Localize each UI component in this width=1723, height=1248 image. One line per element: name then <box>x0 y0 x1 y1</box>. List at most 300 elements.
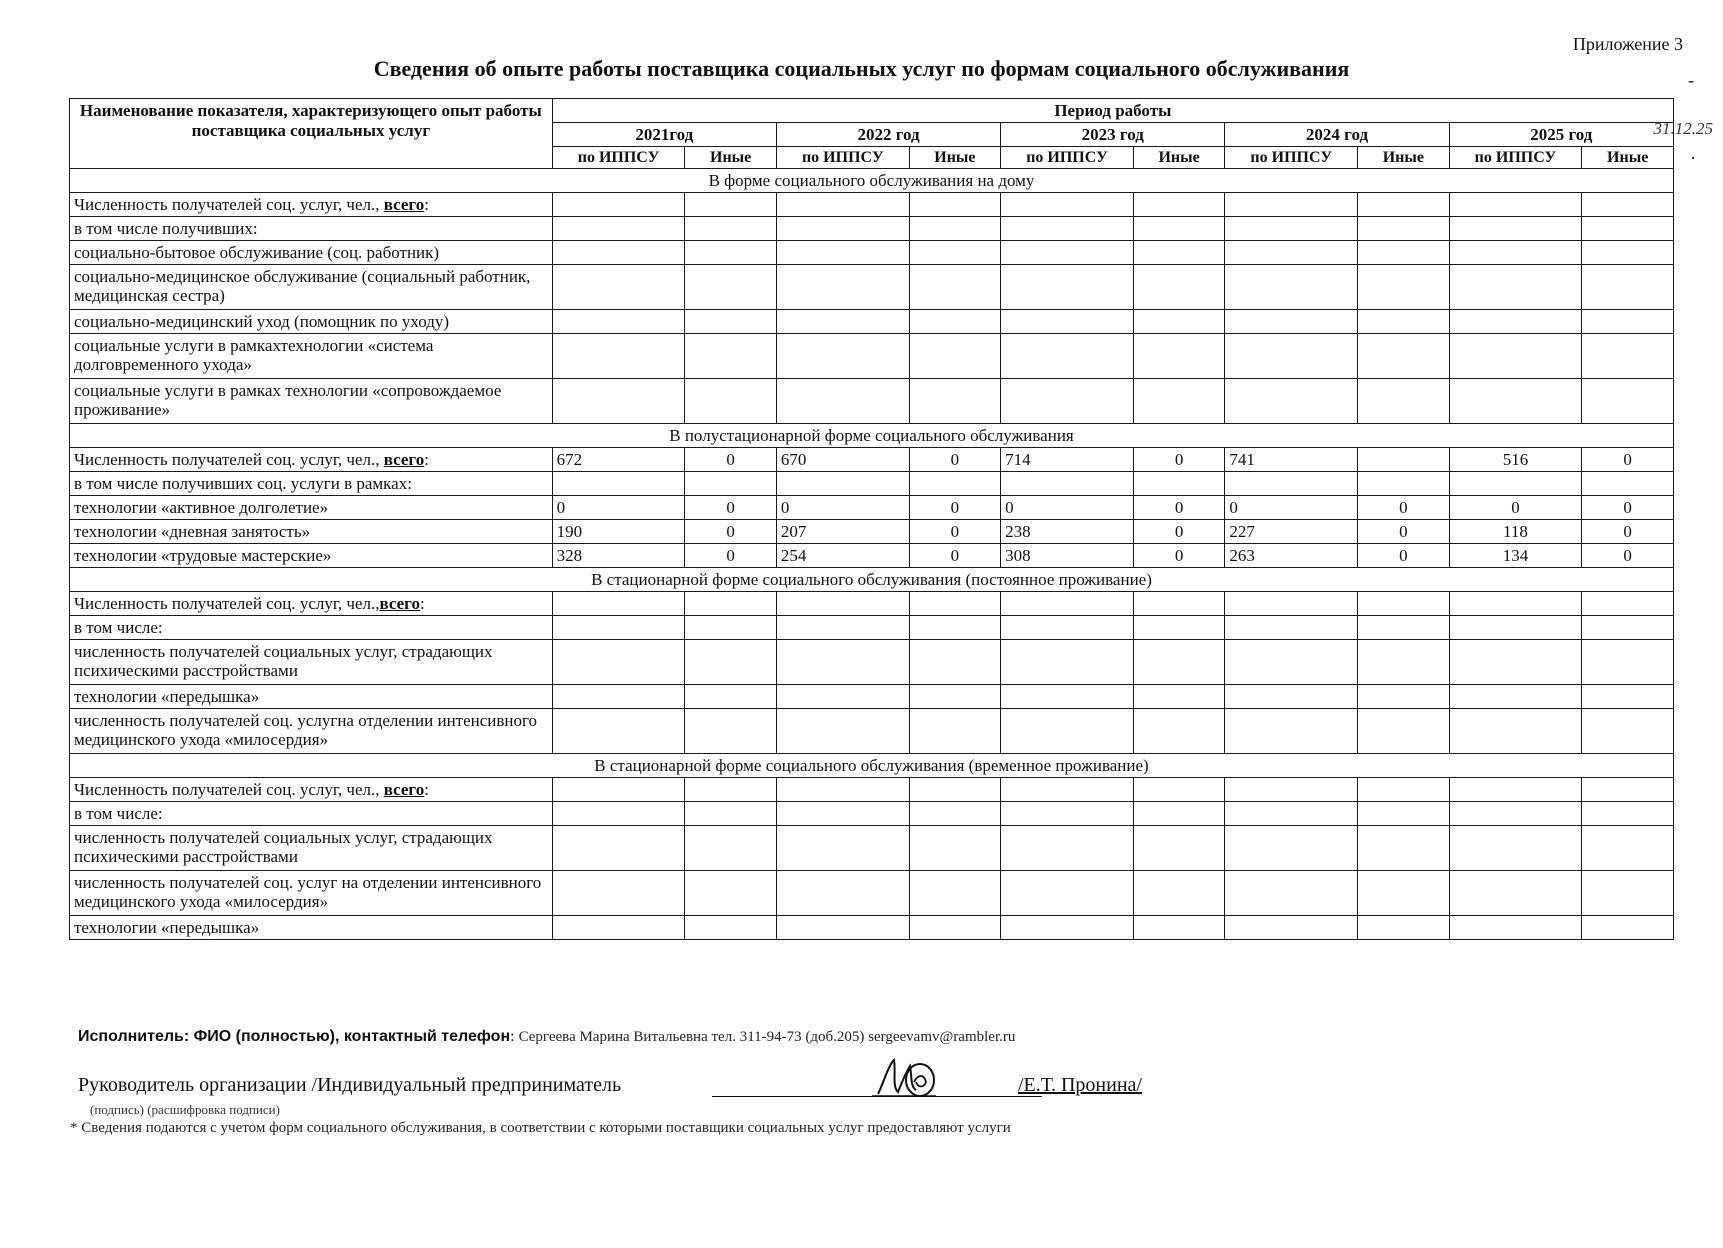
value-cell-other <box>685 778 777 802</box>
value-cell-ippsu: 516 <box>1449 448 1582 472</box>
value-cell-ippsu: 207 <box>776 520 909 544</box>
executor-separator: : <box>510 1028 519 1045</box>
year-label: 2025 год <box>1530 125 1593 144</box>
value-cell-ippsu <box>776 640 909 685</box>
value-cell-ippsu <box>1225 871 1358 916</box>
signature-image <box>870 1052 940 1107</box>
section-title: В форме социального обслуживания на дому <box>70 169 1674 193</box>
row-label <box>70 640 553 685</box>
value-cell-other <box>685 310 777 334</box>
value-cell-other <box>1358 709 1450 754</box>
value-cell-ippsu <box>1001 334 1134 379</box>
row-label <box>70 241 553 265</box>
value-cell-ippsu <box>1449 241 1582 265</box>
value-cell-ippsu <box>1449 916 1582 940</box>
value-cell-ippsu <box>552 802 685 826</box>
value-cell-other <box>1358 472 1450 496</box>
value-cell-ippsu <box>552 592 685 616</box>
value-cell-ippsu <box>552 871 685 916</box>
row-label-text: в том числе получивших соц. услуги в рамках: <box>74 474 412 493</box>
value-cell-ippsu: 672 <box>552 448 685 472</box>
row-label-tail: : <box>424 780 429 799</box>
value-cell-other <box>1358 802 1450 826</box>
value-cell-other <box>1582 616 1674 640</box>
value-cell-ippsu <box>1449 472 1582 496</box>
value-cell-other <box>685 379 777 424</box>
value-cell-ippsu <box>1001 871 1134 916</box>
value-cell-ippsu <box>1449 778 1582 802</box>
margin-mark: · <box>1690 148 1696 168</box>
value-cell-other <box>909 217 1001 241</box>
value-cell-ippsu: 0 <box>776 496 909 520</box>
value-cell-other <box>909 802 1001 826</box>
value-cell-other <box>1358 778 1450 802</box>
value-cell-ippsu <box>552 334 685 379</box>
row-label-text: Численность получателей соц. услуг, чел., <box>74 594 380 613</box>
value-cell-ippsu <box>1449 871 1582 916</box>
table-row <box>70 265 1674 310</box>
row-label <box>70 916 553 940</box>
value-cell-ippsu <box>1225 193 1358 217</box>
value-cell-other <box>1582 379 1674 424</box>
value-cell-other <box>1358 217 1450 241</box>
row-label-text: численность получателей социальных услуг, страдающих психическими расстройствами <box>74 642 493 680</box>
value-cell-other <box>685 640 777 685</box>
section-row <box>70 568 1674 592</box>
value-cell-other <box>909 265 1001 310</box>
value-cell-other <box>685 334 777 379</box>
value-cell-other <box>1133 802 1225 826</box>
value-cell-other: 0 <box>909 520 1001 544</box>
value-cell-ippsu <box>552 265 685 310</box>
value-cell-other <box>685 916 777 940</box>
value-cell-other <box>685 802 777 826</box>
sub-header-ippsu: по ИППСУ <box>1225 147 1358 169</box>
value-cell-other: 0 <box>1358 520 1450 544</box>
row-label <box>70 544 553 568</box>
value-cell-ippsu: 118 <box>1449 520 1582 544</box>
table-row <box>70 496 1674 520</box>
value-cell-other: 0 <box>1582 496 1674 520</box>
value-cell-other <box>1582 640 1674 685</box>
sub-header-ippsu: по ИППСУ <box>1001 147 1134 169</box>
value-cell-other: 0 <box>1582 448 1674 472</box>
row-label <box>70 265 553 310</box>
value-cell-ippsu: 741 <box>1225 448 1358 472</box>
head-name: /Е.Т. Пронина/ <box>1018 1074 1142 1096</box>
value-cell-ippsu <box>1225 640 1358 685</box>
value-cell-other <box>1358 379 1450 424</box>
value-cell-ippsu <box>552 241 685 265</box>
value-cell-other <box>1582 826 1674 871</box>
value-cell-other <box>1358 685 1450 709</box>
value-cell-ippsu <box>552 472 685 496</box>
row-label-tail: : <box>419 594 425 613</box>
value-cell-ippsu: 714 <box>1001 448 1134 472</box>
value-cell-ippsu <box>1001 685 1134 709</box>
value-cell-other <box>1358 310 1450 334</box>
value-cell-ippsu <box>1225 310 1358 334</box>
table-row <box>70 379 1674 424</box>
value-cell-other <box>685 592 777 616</box>
value-cell-ippsu: 227 <box>1225 520 1358 544</box>
row-label <box>70 379 553 424</box>
row-label <box>70 778 553 802</box>
row-label-text: Численность получателей соц. услуг, чел., <box>74 450 384 469</box>
table-row <box>70 193 1674 217</box>
value-cell-ippsu <box>1449 640 1582 685</box>
value-cell-ippsu <box>1449 826 1582 871</box>
value-cell-other <box>1582 241 1674 265</box>
experience-table <box>69 98 1713 940</box>
table-row <box>70 778 1674 802</box>
sub-header-ippsu: по ИППСУ <box>552 147 685 169</box>
value-cell-other: 0 <box>909 448 1001 472</box>
value-cell-ippsu <box>776 334 909 379</box>
value-cell-other <box>1358 592 1450 616</box>
value-cell-ippsu <box>776 193 909 217</box>
value-cell-ippsu <box>1225 379 1358 424</box>
value-cell-other <box>909 472 1001 496</box>
row-label <box>70 310 553 334</box>
row-label-text: социально-медицинское обслуживание (социальный работник, медицинская сестра) <box>74 267 531 305</box>
value-cell-other <box>1358 265 1450 310</box>
value-cell-other: 0 <box>1133 544 1225 568</box>
value-cell-ippsu: 670 <box>776 448 909 472</box>
value-cell-other <box>909 241 1001 265</box>
value-cell-ippsu <box>552 640 685 685</box>
year-header: 2021год <box>552 123 776 147</box>
table-row <box>70 241 1674 265</box>
value-cell-ippsu <box>776 685 909 709</box>
value-cell-other: 0 <box>685 448 777 472</box>
section-title: В стационарной форме социального обслуживания (постоянное проживание) <box>70 568 1674 592</box>
year-header: 2023 год <box>1001 123 1225 147</box>
value-cell-ippsu <box>1225 217 1358 241</box>
value-cell-other <box>1133 826 1225 871</box>
value-cell-other <box>1582 472 1674 496</box>
row-label <box>70 685 553 709</box>
section-title: В стационарной форме социального обслуживания (временное проживание) <box>70 754 1674 778</box>
appendix-label: Приложение 3 <box>1572 34 1683 54</box>
value-cell-other <box>1358 334 1450 379</box>
value-cell-ippsu: 0 <box>1449 496 1582 520</box>
value-cell-ippsu <box>1225 709 1358 754</box>
value-cell-ippsu <box>1449 310 1582 334</box>
value-cell-ippsu <box>1449 379 1582 424</box>
value-cell-ippsu <box>1001 802 1134 826</box>
value-cell-ippsu <box>776 616 909 640</box>
value-cell-ippsu <box>776 778 909 802</box>
value-cell-other <box>685 241 777 265</box>
value-cell-ippsu: 0 <box>552 496 685 520</box>
value-cell-other <box>1582 217 1674 241</box>
value-cell-other <box>1582 310 1674 334</box>
row-label-tail: : <box>424 450 429 469</box>
value-cell-ippsu <box>552 379 685 424</box>
table-row <box>70 685 1674 709</box>
value-cell-other <box>1582 193 1674 217</box>
value-cell-ippsu <box>1449 616 1582 640</box>
value-cell-other <box>685 217 777 241</box>
value-cell-ippsu <box>552 616 685 640</box>
value-cell-other: 0 <box>685 544 777 568</box>
value-cell-other <box>685 685 777 709</box>
value-cell-ippsu <box>1001 640 1134 685</box>
value-cell-other <box>909 193 1001 217</box>
value-cell-ippsu <box>776 871 909 916</box>
experience-table-wrapper <box>69 98 1713 940</box>
value-cell-ippsu <box>1001 916 1134 940</box>
value-cell-other <box>909 778 1001 802</box>
section-row <box>70 754 1674 778</box>
sub-header-ippsu: по ИППСУ <box>1449 147 1582 169</box>
value-cell-other <box>685 265 777 310</box>
sub-header-ippsu: по ИППСУ <box>776 147 909 169</box>
value-cell-other <box>909 334 1001 379</box>
value-cell-other <box>909 709 1001 754</box>
value-cell-ippsu <box>552 709 685 754</box>
value-cell-other: 0 <box>1133 448 1225 472</box>
handwritten-date: 31.12.25 <box>1653 119 1713 138</box>
value-cell-other <box>1133 685 1225 709</box>
value-cell-ippsu <box>776 217 909 241</box>
value-cell-ippsu <box>552 193 685 217</box>
value-cell-other <box>1133 709 1225 754</box>
table-row <box>70 592 1674 616</box>
value-cell-ippsu <box>1225 826 1358 871</box>
value-cell-other <box>1582 916 1674 940</box>
value-cell-other <box>1582 871 1674 916</box>
row-label <box>70 592 553 616</box>
section-row <box>70 169 1674 193</box>
row-label-text: в том числе: <box>74 618 163 637</box>
value-cell-ippsu <box>1001 265 1134 310</box>
row-label <box>70 472 553 496</box>
value-cell-other <box>1358 616 1450 640</box>
value-cell-other <box>1582 265 1674 310</box>
table-row <box>70 544 1674 568</box>
value-cell-other <box>685 871 777 916</box>
value-cell-other: 0 <box>909 544 1001 568</box>
value-cell-other <box>909 379 1001 424</box>
value-cell-other <box>909 916 1001 940</box>
table-row <box>70 802 1674 826</box>
table-row <box>70 217 1674 241</box>
row-label-text: численность получателей социальных услуг, страдающих психическими расстройствами <box>74 828 493 866</box>
value-cell-ippsu <box>776 709 909 754</box>
sub-header-other: Иные <box>685 147 777 169</box>
row-label-tail: : <box>424 195 429 214</box>
table-row <box>70 520 1674 544</box>
value-cell-ippsu <box>1449 265 1582 310</box>
value-cell-ippsu: 308 <box>1001 544 1134 568</box>
value-cell-ippsu: 0 <box>1001 496 1134 520</box>
value-cell-other <box>909 826 1001 871</box>
value-cell-ippsu <box>1001 379 1134 424</box>
value-cell-ippsu <box>1449 217 1582 241</box>
table-row <box>70 709 1674 754</box>
value-cell-ippsu <box>776 379 909 424</box>
value-cell-other <box>1358 871 1450 916</box>
value-cell-ippsu <box>776 310 909 334</box>
table-row <box>70 334 1674 379</box>
value-cell-other: 0 <box>1133 496 1225 520</box>
row-label <box>70 193 553 217</box>
value-cell-ippsu <box>776 916 909 940</box>
row-label-emphasis: всего <box>383 195 425 214</box>
value-cell-ippsu: 238 <box>1001 520 1134 544</box>
year-header: 2022 год <box>776 123 1000 147</box>
sub-header-other: Иные <box>1358 147 1450 169</box>
row-label-text: социальные услуги в рамках технологии «сопровождаемое проживание» <box>74 381 502 419</box>
row-label-text: технологии «дневная занятость» <box>74 522 311 541</box>
value-cell-ippsu <box>1001 217 1134 241</box>
value-cell-other <box>1358 193 1450 217</box>
value-cell-other <box>685 472 777 496</box>
table-row <box>70 871 1674 916</box>
value-cell-ippsu <box>1225 616 1358 640</box>
table-row <box>70 448 1674 472</box>
value-cell-other <box>909 616 1001 640</box>
row-label-text: социально-бытовое обслуживание (соц. работник) <box>74 243 440 262</box>
value-cell-other <box>1133 592 1225 616</box>
value-cell-ippsu <box>1001 310 1134 334</box>
value-cell-ippsu <box>1449 685 1582 709</box>
value-cell-other <box>1358 916 1450 940</box>
row-label-emphasis: всего <box>379 594 420 613</box>
value-cell-other <box>1582 709 1674 754</box>
row-label-text: технологии «передышка» <box>74 918 260 937</box>
row-label-text: численность получателей соц. услугна отделении интенсивного медицинского ухода «милосердия» <box>74 711 538 749</box>
value-cell-other <box>685 826 777 871</box>
value-cell-other <box>1582 592 1674 616</box>
value-cell-ippsu <box>552 916 685 940</box>
value-cell-ippsu <box>1449 802 1582 826</box>
row-label <box>70 217 553 241</box>
row-label-text: Численность получателей соц. услуг, чел., <box>74 195 384 214</box>
footnote: * Сведения подаются с учетом форм социального обслуживания, в соответствии с которыми поставщики социальных услуг предоставляют услуги <box>70 1120 1011 1136</box>
table-row <box>70 916 1674 940</box>
value-cell-ippsu <box>1001 472 1134 496</box>
value-cell-other <box>909 685 1001 709</box>
row-label <box>70 520 553 544</box>
value-cell-other <box>1582 685 1674 709</box>
table-row <box>70 310 1674 334</box>
value-cell-other <box>1133 871 1225 916</box>
value-cell-other <box>1133 616 1225 640</box>
value-cell-other <box>1358 448 1450 472</box>
row-label <box>70 802 553 826</box>
value-cell-ippsu <box>552 217 685 241</box>
value-cell-ippsu <box>1225 265 1358 310</box>
value-cell-other <box>685 616 777 640</box>
value-cell-ippsu <box>1225 685 1358 709</box>
row-label <box>70 871 553 916</box>
value-cell-ippsu <box>1001 592 1134 616</box>
value-cell-ippsu <box>1225 592 1358 616</box>
value-cell-other <box>1133 217 1225 241</box>
value-cell-ippsu <box>1001 241 1134 265</box>
row-label-emphasis: всего <box>383 780 425 799</box>
value-cell-ippsu <box>1449 334 1582 379</box>
value-cell-other <box>685 193 777 217</box>
value-cell-ippsu <box>1225 916 1358 940</box>
year-header: 2024 год <box>1225 123 1449 147</box>
sub-header-other: Иные <box>909 147 1001 169</box>
value-cell-ippsu: 328 <box>552 544 685 568</box>
value-cell-other <box>1582 778 1674 802</box>
value-cell-ippsu <box>776 592 909 616</box>
value-cell-ippsu <box>776 826 909 871</box>
section-row <box>70 424 1674 448</box>
value-cell-other: 0 <box>1582 520 1674 544</box>
value-cell-ippsu <box>1225 472 1358 496</box>
value-cell-other: 0 <box>1358 544 1450 568</box>
row-label-text: в том числе: <box>74 804 163 823</box>
executor-label: Исполнитель: ФИО (полностью), контактный телефон <box>78 1028 511 1045</box>
value-cell-other <box>1133 916 1225 940</box>
value-cell-ippsu <box>1449 709 1582 754</box>
value-cell-ippsu <box>776 472 909 496</box>
table-row <box>70 640 1674 685</box>
value-cell-ippsu <box>1225 241 1358 265</box>
row-label <box>70 448 553 472</box>
value-cell-ippsu <box>776 241 909 265</box>
value-cell-other <box>1358 241 1450 265</box>
value-cell-other <box>1133 193 1225 217</box>
row-label-emphasis: всего <box>383 450 425 469</box>
value-cell-ippsu <box>1449 592 1582 616</box>
value-cell-other: 0 <box>909 496 1001 520</box>
row-label-text: социальные услуги в рамкахтехнологии «система долговременного ухода» <box>74 336 434 374</box>
value-cell-ippsu: 190 <box>552 520 685 544</box>
value-cell-ippsu <box>552 826 685 871</box>
row-label <box>70 826 553 871</box>
value-cell-other: 0 <box>1133 520 1225 544</box>
value-cell-other <box>909 310 1001 334</box>
row-label <box>70 496 553 520</box>
value-cell-other <box>1133 379 1225 424</box>
value-cell-other <box>1582 334 1674 379</box>
row-label <box>70 616 553 640</box>
row-label-text: в том числе получивших: <box>74 219 258 238</box>
value-cell-ippsu <box>776 265 909 310</box>
row-label <box>70 709 553 754</box>
value-cell-other: 0 <box>685 496 777 520</box>
value-cell-ippsu <box>1001 193 1134 217</box>
head-label: Руководитель организации /Индивидуальный предприниматель <box>78 1074 622 1096</box>
indicator-header: Наименование показателя, характеризующего опыт работы поставщика социальных услуг <box>70 99 553 169</box>
value-cell-ippsu <box>1001 616 1134 640</box>
value-cell-ippsu <box>776 802 909 826</box>
row-label-text: Численность получателей соц. услуг, чел., <box>74 780 384 799</box>
value-cell-ippsu: 134 <box>1449 544 1582 568</box>
value-cell-ippsu <box>1225 802 1358 826</box>
value-cell-other <box>909 592 1001 616</box>
value-cell-ippsu <box>1225 334 1358 379</box>
value-cell-ippsu <box>1001 778 1134 802</box>
value-cell-ippsu: 0 <box>1225 496 1358 520</box>
value-cell-other <box>1133 310 1225 334</box>
value-cell-other <box>1358 640 1450 685</box>
table-row <box>70 616 1674 640</box>
value-cell-ippsu: 254 <box>776 544 909 568</box>
period-header: Период работы <box>552 99 1673 123</box>
row-label-text: технологии «передышка» <box>74 687 260 706</box>
value-cell-other <box>1133 241 1225 265</box>
value-cell-ippsu <box>1449 193 1582 217</box>
